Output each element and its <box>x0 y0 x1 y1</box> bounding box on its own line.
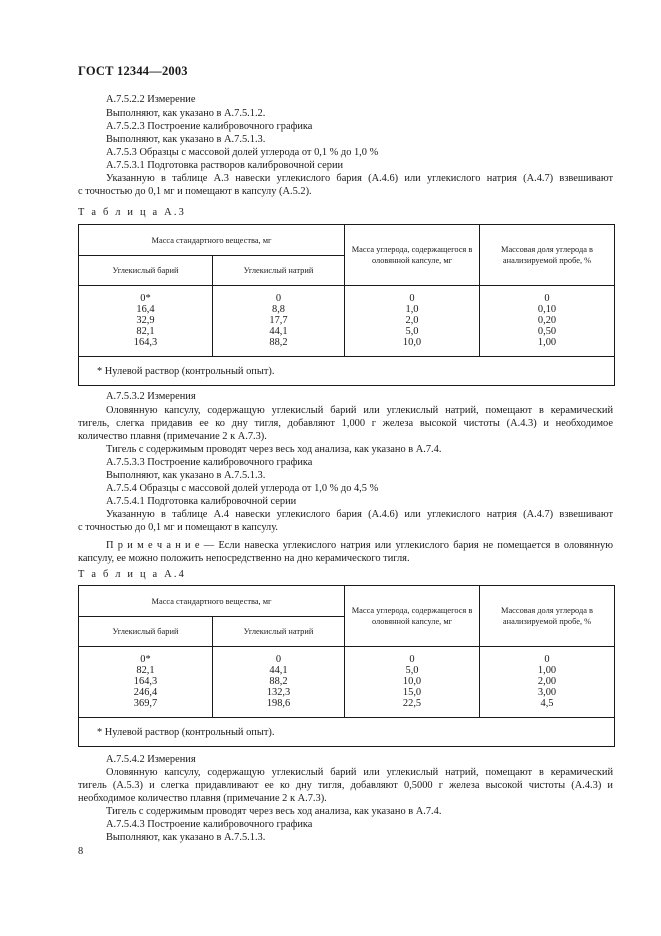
table-col-fraction-values <box>480 286 615 357</box>
table-a3-caption: Т а б л и ц а А.3 <box>78 207 187 218</box>
table-cell: 0 <box>275 654 282 665</box>
table-cell: 44,1 <box>269 665 288 676</box>
page-number: 8 <box>78 846 84 857</box>
note-line: капсулу, ее можно положить непосредственно на дно керамического тигля. <box>78 553 410 564</box>
table-cell: 1,00 <box>537 665 557 676</box>
clause-heading: А.7.5.3.2 Измерения <box>106 391 196 402</box>
paragraph-line: Оловянную капсулу, содержащую углекислый барий или углекислый натрий, помещают в керамический <box>106 405 613 416</box>
table-col-barium-values <box>79 647 213 718</box>
table-cell: 164,3 <box>133 337 158 348</box>
table-cell: 2,00 <box>537 676 557 687</box>
table-cell: 1,0 <box>405 304 419 315</box>
clause-text: Выполняют, как указано в А.7.5.1.3. <box>106 832 266 843</box>
table-cell: 1,00 <box>537 337 557 348</box>
table-col-barium-values <box>79 286 213 357</box>
clause-heading: А.7.5.4 Образцы с массовой долей углерода от 1,0 % до 4,5 % <box>106 483 379 494</box>
table-cell: 3,00 <box>537 687 557 698</box>
table-cell: 0* <box>140 654 151 665</box>
table-col-header-sodium: Углекислый натрий <box>213 256 345 286</box>
table-col-header-barium: Углекислый барий <box>79 256 213 286</box>
table-col-header-sodium: Углекислый натрий <box>213 617 345 647</box>
paragraph-line: тигель, слегка придавив ее ко дну тигля, добавляют 1,000 г железа высокой чистоты (А.4.3) и необходимое <box>78 418 613 429</box>
paragraph-line: с точностью до 0,1 мг и помещают в капсулу. <box>78 522 278 533</box>
table-cell: 0 <box>544 293 550 304</box>
table-cell: 0 <box>409 654 415 665</box>
table-col-carbon-mass-values <box>345 286 480 357</box>
paragraph-line: Тигель с содержимым проводят через весь ход анализа, как указано в А.7.4. <box>106 806 442 817</box>
table-cell: 16,4 <box>136 304 155 315</box>
clause-heading: А.7.5.3.3 Построение калибровочного графика <box>106 457 313 468</box>
table-cell: 82,1 <box>136 665 155 676</box>
table-col-header-carbon-mass: Масса углерода, содержащегося в оловянной капсуле, мг <box>345 586 480 647</box>
table-cell: 246,4 <box>133 687 158 698</box>
clause-heading: А.7.5.2.3 Построение калибровочного графика <box>106 121 313 132</box>
note-line: П р и м е ч а н и е — Если навеска углекислого натрия или углекислого бария не помещается в оловянную <box>106 540 613 551</box>
table-col-header-carbon-fraction: Массовая доля углерода в анализируемой пробе, % <box>480 586 615 647</box>
table-col-header-carbon-mass: Масса углерода, содержащегося в оловянной капсуле, мг <box>345 225 480 286</box>
clause-text: Выполняют, как указано в А.7.5.1.3. <box>106 470 266 481</box>
table-cell: 2,0 <box>405 315 419 326</box>
table-col-header-carbon-fraction: Массовая доля углерода в анализируемой пробе, % <box>480 225 615 286</box>
table-cell: 10,0 <box>402 676 422 687</box>
table-cell: 17,7 <box>269 315 288 326</box>
table-cell: 0 <box>275 293 282 304</box>
table-cell: 0* <box>140 293 151 304</box>
table-col-sodium-values <box>213 647 345 718</box>
clause-heading: А.7.5.3.1 Подготовка растворов калибровочной серии <box>106 160 344 171</box>
table-cell: 0,50 <box>537 326 557 337</box>
table-cell: 4,5 <box>540 698 554 709</box>
clause-text: Выполняют, как указано в А.7.5.1.3. <box>106 134 266 145</box>
table-cell: 88,2 <box>269 337 288 348</box>
clause-text: Выполняют, как указано в А.7.5.1.2. <box>106 108 266 119</box>
clause-heading: А.7.5.3 Образцы с массовой долей углерода от 0,1 % до 1,0 % <box>106 147 379 158</box>
table-cell: 0,20 <box>537 315 557 326</box>
table-col-fraction-values <box>480 647 615 718</box>
paragraph-line: Тигель с содержимым проводят через весь ход анализа, как указано в А.7.4. <box>106 444 442 455</box>
table-cell: 369,7 <box>133 698 158 709</box>
table-cell: 32,9 <box>136 315 155 326</box>
table-cell: 0 <box>409 293 415 304</box>
table-cell: 8,8 <box>272 304 285 315</box>
clause-heading: А.7.5.4.2 Измерения <box>106 754 196 765</box>
table-footnote: * Нулевой раствор (контрольный опыт). <box>79 357 615 386</box>
table-cell: 82,1 <box>136 326 155 337</box>
table-cell: 22,5 <box>402 698 422 709</box>
paragraph-line: необходимое количество плавня (примечание 2 к А.7.3). <box>78 793 327 804</box>
clause-heading: А.7.5.4.3 Построение калибровочного графика <box>106 819 313 830</box>
table-cell: 164,3 <box>133 676 158 687</box>
clause-heading: А.7.5.4.1 Подготовка калибровочной серии <box>106 496 297 507</box>
table-group-header: Масса стандартного вещества, мг <box>79 586 345 617</box>
table-cell: 198,6 <box>266 698 291 709</box>
document-code-header: ГОСТ 12344—2003 <box>78 64 188 78</box>
table-cell: 0,10 <box>537 304 557 315</box>
table-cell: 88,2 <box>269 676 288 687</box>
table-cell: 44,1 <box>269 326 288 337</box>
table-col-header-barium: Углекислый барий <box>79 617 213 647</box>
table-cell: 132,3 <box>266 687 291 698</box>
table-cell: 15,0 <box>402 687 422 698</box>
table-col-carbon-mass-values <box>345 647 480 718</box>
table-cell: 5,0 <box>405 326 419 337</box>
paragraph-line: Оловянную капсулу, содержащую углекислый барий или углекислый натрий, помещают в керамический <box>106 767 613 778</box>
table-col-sodium-values <box>213 286 345 357</box>
clause-heading: А.7.5.2.2 Измерение <box>106 94 196 105</box>
paragraph-line: Указанную в таблице А.3 навески углекислого бария (А.4.6) или углекислого натрия (А.4.7) взвешивают <box>106 173 613 184</box>
table-cell: 0 <box>544 654 550 665</box>
table-cell: 10,0 <box>402 337 422 348</box>
table-group-header: Масса стандартного вещества, мг <box>79 225 345 256</box>
paragraph-line: тигель (А.5.3) и слегка придавливают ее ко дну тигля, добавляют 0,5000 г железа высокой чистоты (А.4.3) и <box>78 780 613 791</box>
paragraph-line: с точностью до 0,1 мг и помещают в капсулу (А.5.2). <box>78 186 312 197</box>
table-cell: 5,0 <box>405 665 419 676</box>
table-footnote: * Нулевой раствор (контрольный опыт). <box>79 718 615 747</box>
paragraph-line: Указанную в таблице А.4 навески углекислого бария (А.4.6) или углекислого натрия (А.4.7) взвешивают <box>106 509 613 520</box>
table-a4 <box>78 585 615 747</box>
table-a4-caption: Т а б л и ц а А.4 <box>78 569 187 580</box>
table-a3 <box>78 224 615 386</box>
paragraph-line: количество плавня (примечание 2 к А.7.3). <box>78 431 267 442</box>
